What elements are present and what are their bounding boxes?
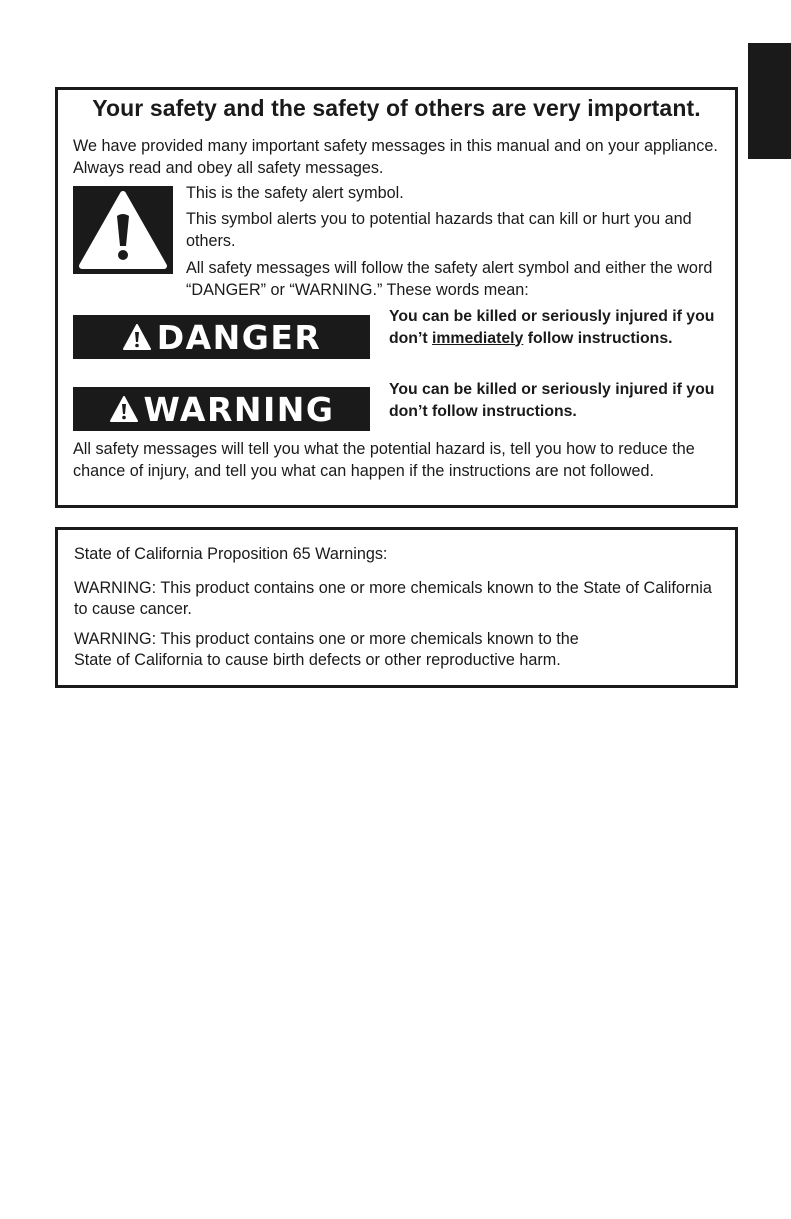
- danger-meaning-part-1: You can be killed or seriously injured if you don’t: [389, 308, 715, 347]
- warning-label: [73, 387, 370, 431]
- prop65-warning2-line1: WARNING: This product contains one or more chemicals known to the: [74, 630, 579, 648]
- symbol-line-3: All safety messages will follow the safety alert symbol and either the word “DANGER” or “WARNING.” These words mean:: [186, 259, 713, 299]
- safety-intro: We have provided many important safety messages in this manual and on your appliance. Always read and obey all safety messages.: [73, 137, 718, 177]
- danger-meaning-underline: immediately: [432, 329, 524, 347]
- symbol-line-2: This symbol alerts you to potential hazards that can kill or hurt you and others.: [186, 210, 692, 250]
- danger-alert-icon: [122, 323, 152, 351]
- section-tab: [748, 43, 791, 159]
- danger-label: [73, 315, 370, 359]
- prop65-heading: State of California Proposition 65 Warnings:: [74, 545, 388, 563]
- safety-box: [55, 87, 738, 508]
- symbol-line-1: This is the safety alert symbol.: [186, 184, 404, 202]
- prop65-warning-reproductive: [74, 629, 724, 671]
- danger-meaning: [389, 306, 729, 349]
- safety-title: Your safety and the safety of others are very important.: [92, 95, 701, 121]
- danger-meaning-part-2: follow instructions.: [523, 329, 673, 347]
- warning-alert-icon: [109, 395, 139, 423]
- prop65-box: [55, 527, 738, 688]
- safety-outro: All safety messages will tell you what the potential hazard is, tell you how to reduce the chance of injury, and tell you what can happen if the instructions are not followed.: [73, 440, 695, 480]
- warning-meaning: You can be killed or seriously injured if you don’t follow instructions.: [389, 381, 715, 420]
- prop65-warning-cancer: WARNING: This product contains one or more chemicals known to the State of California to cause cancer.: [74, 579, 712, 618]
- prop65-warning2-line2: State of California to cause birth defects or other reproductive harm.: [74, 651, 561, 669]
- danger-word: DANGER: [156, 317, 322, 357]
- warning-word: WARNING: [143, 389, 335, 429]
- exclamation-triangle-icon: [73, 186, 173, 274]
